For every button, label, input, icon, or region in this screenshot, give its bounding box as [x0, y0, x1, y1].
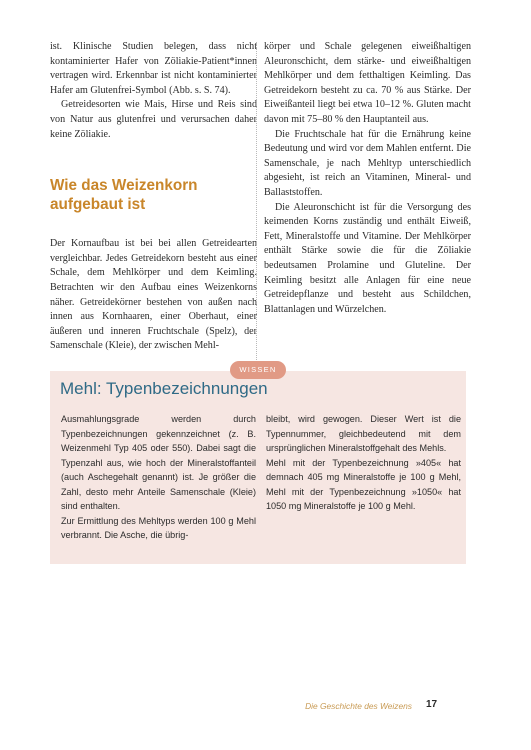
- page-number: 17: [426, 699, 438, 710]
- type-number-paragraph: bleibt, wird gewogen. Dieser Wert ist die Typennummer, gleichbedeutend mit dem ursprünglichen Mineralstoffgehalt des Mehls.: [266, 414, 461, 454]
- grain-structure-paragraph: Der Kornaufbau ist bei bei allen Getreidearten vergleichbar. Jedes Getreidekorn besteht aus einer Schale, dem Mehlkörper und dem Keimling. Betrachten wir den Aufbau eines Weizenkorns näher. Getreidekörner bestehen von außen nach innen aus Kornhaaren, einer Oberhaut, einer äußeren und inneren Fruchtschale (Spelz), der Samenschale (Kleie), der zwischen Mehl-: [50, 238, 257, 352]
- column-divider: [256, 42, 257, 360]
- info-box-left-column: [61, 412, 256, 543]
- flour-type-paragraph: Ausmahlungsgrade werden durch Typenbezeichnungen gekennzeichnet (z. B. Weizenmehl Typ 405 oder 550). Dabei sagt die Typenzahl aus, wie hoch der Mineralstoffanteil (auch Aschegehalt genannt) ist. Je größer die Zahl, desto mehr Anteile Samenschale (Kleie) sind enthalten.: [61, 414, 256, 512]
- section-heading: Wie das Weizenkorn aufgebaut ist: [50, 177, 198, 214]
- intro-paragraph: ist. Klinische Studien belegen, dass nicht kontaminierter Hafer von Zöliakie-Patient*innen vertragen wird. Erkennbar ist nicht kontaminierter Hafer am Glutenfrei-Symbol (Abb. s. S. 74).: [50, 41, 257, 96]
- seed-coat-paragraph: Die Fruchtschale hat für die Ernährung keine Bedeutung und wird vor dem Mahlen entfernt. Die Samenschale, je nach Mehltyp unterschiedlich abgesieht, ist reich an Vitaminen, Mineral- und Ballaststoffen.: [264, 128, 471, 198]
- wissen-badge: WISSEN: [230, 361, 286, 379]
- flour-example-paragraph: Mehl mit der Typenbezeichnung »405« hat demnach 405 mg Mineralstoffe je 100 g Mehl, Mehl mit der Typenbezeichnung »1050« hat 1050 mg Mineralstoffe je 100 g Mehl.: [266, 457, 461, 512]
- left-column: [50, 40, 257, 354]
- footer-chapter-title: Die Geschichte des Weizens: [305, 701, 412, 711]
- right-column: [264, 40, 471, 317]
- info-box-right-column: [266, 412, 461, 514]
- flour-ash-paragraph: Zur Ermittlung des Mehltyps werden 100 g Mehl verbrannt. Die Asche, die übrig-: [61, 515, 256, 541]
- kernel-layers-paragraph: körper und Schale gelegenen eiweißhaltigen Aleuronschicht, dem stärke- und eiweißhaltigen Mehlkörper und dem fetthaltigen Keimling. Das Getreidekorn besteht zu ca. 70 % aus Stärke. Der Eiweißanteil liegt bei etwa 10–12 %. Gluten macht davon mit 75–80 % den Hauptanteil aus.: [264, 41, 471, 125]
- info-box-title: Mehl: Typenbezeichnungen: [60, 379, 268, 398]
- aleurone-paragraph: Die Aleuronschicht ist für die Versorgung des keimenden Korns zuständig und enthält Eiweiß, Fett, Mineralstoffe und Vitamine. Der Mehlkörper enthält Stärke sowie die für die Zöliakie bedeutsamen Prolamine und Gluteline. Der Keimling besitzt alle Anlagen für eine neue Getreidepflanze und besteht aus Schildchen, Blattanlagen und Würzelchen.: [264, 201, 471, 315]
- glutenfree-grains-paragraph: Getreidesorten wie Mais, Hirse und Reis sind von Natur aus glutenfrei und verursachen daher keine Zöliakie.: [50, 99, 257, 140]
